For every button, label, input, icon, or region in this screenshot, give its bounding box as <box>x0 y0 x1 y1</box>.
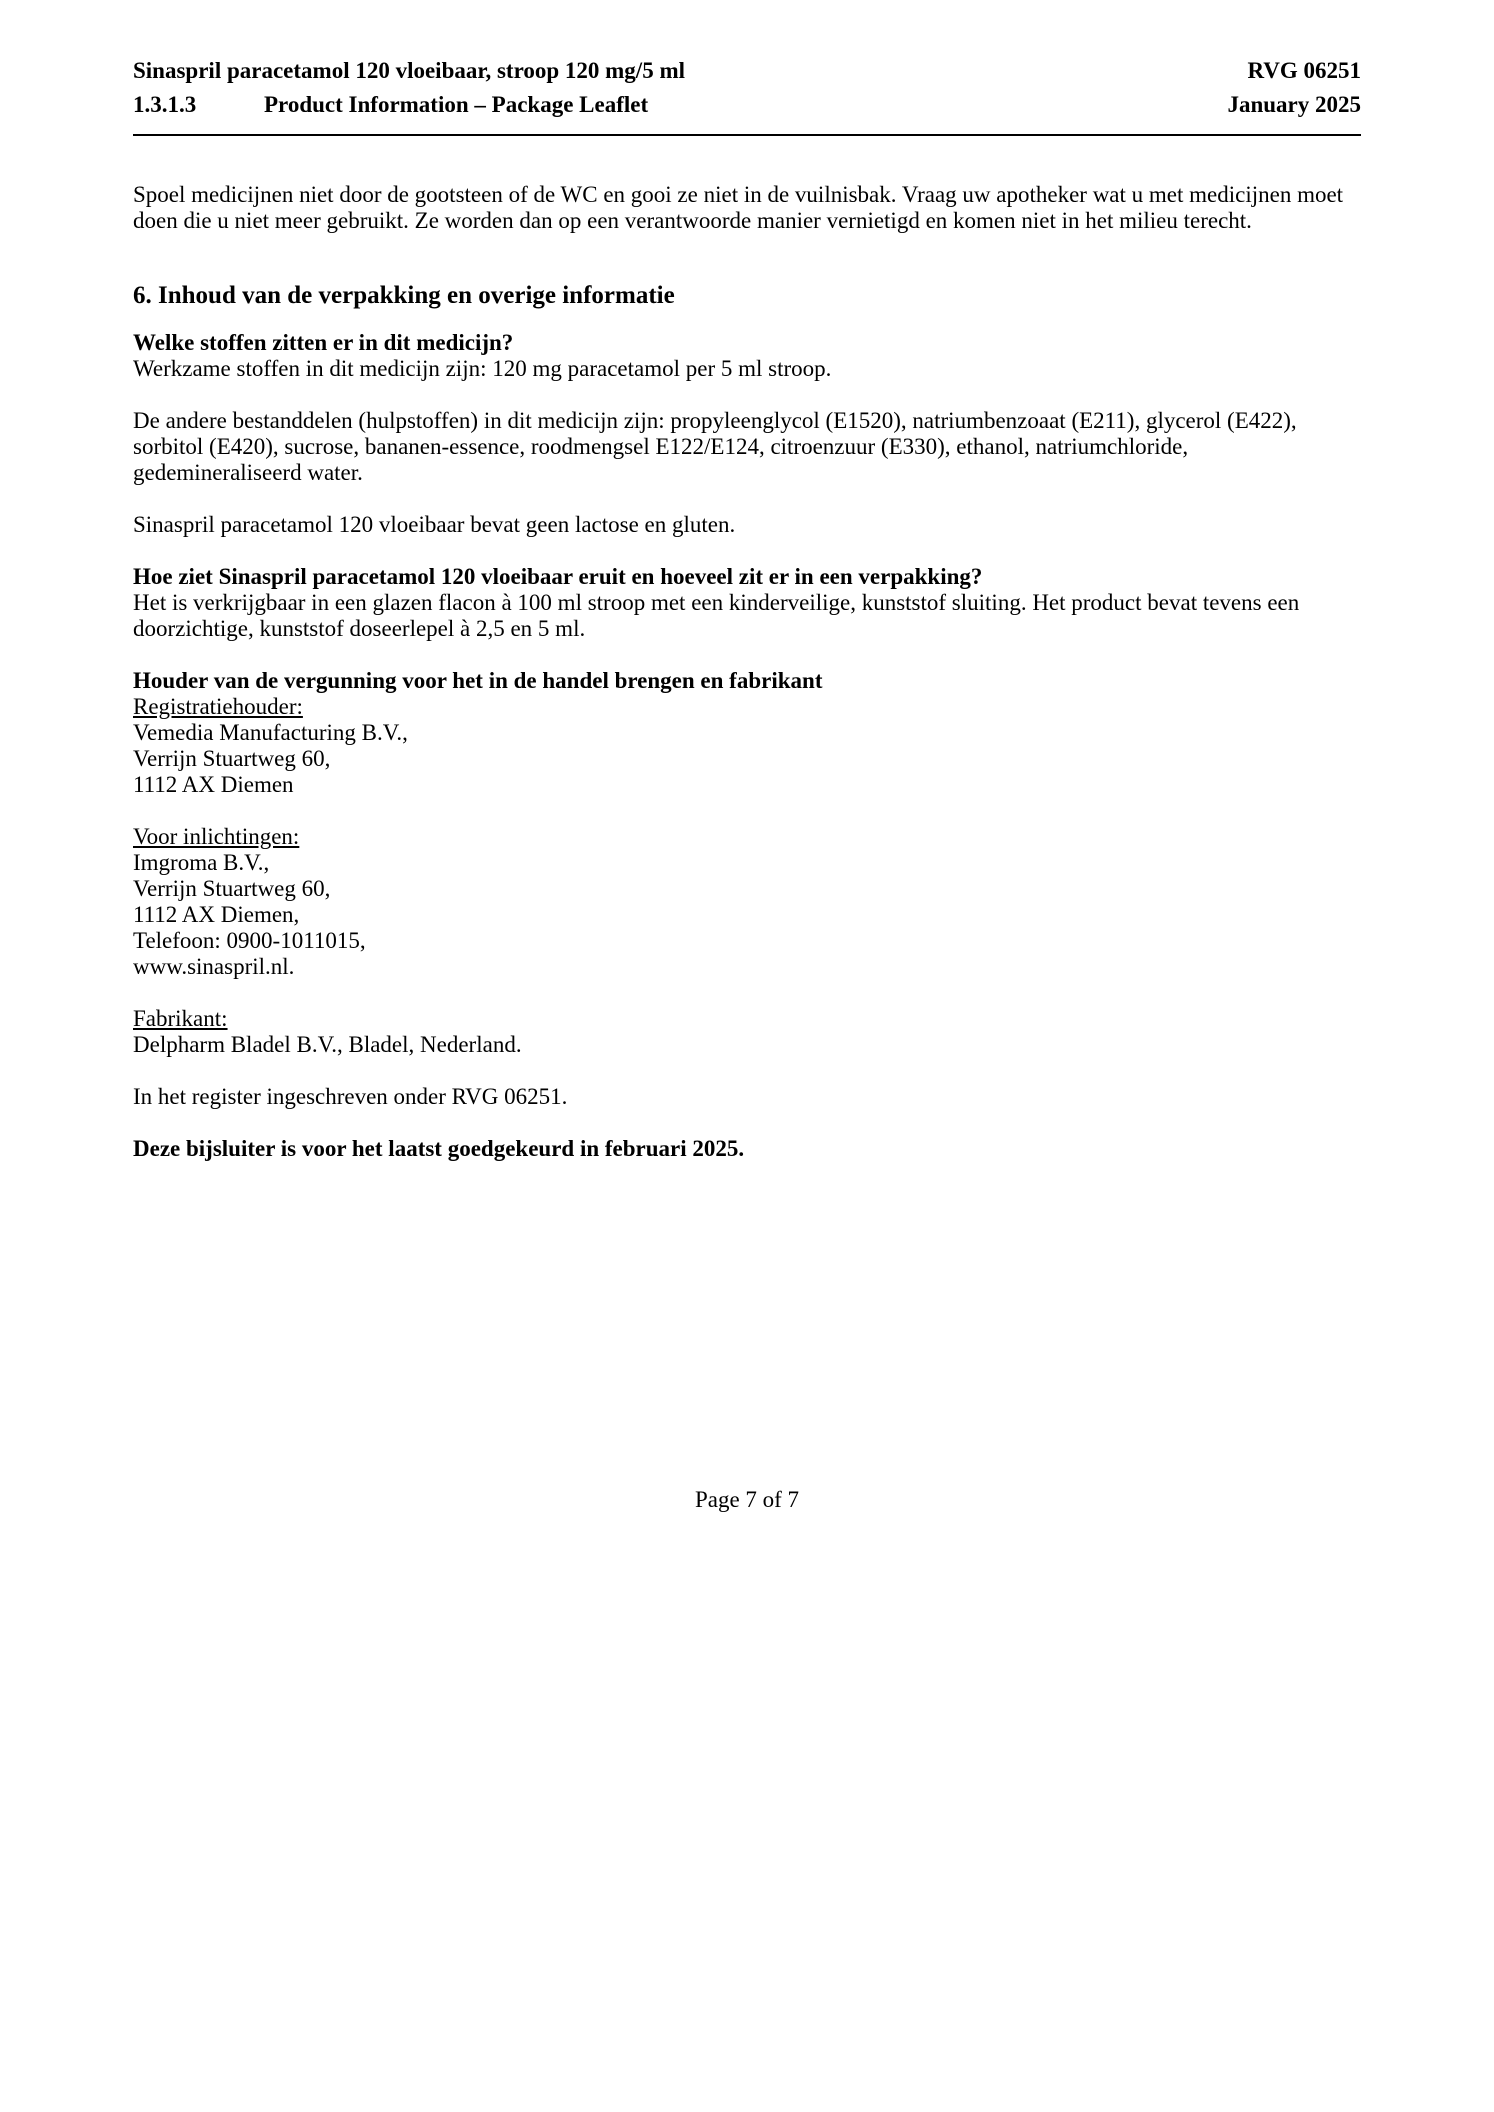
document-type-label: Product Information – Package Leaflet <box>264 92 649 117</box>
registration-holder-label: Registratiehouder: <box>133 694 303 719</box>
lactose-gluten-line: Sinaspril paracetamol 120 vloeibaar bevat geen lactose en gluten. <box>133 512 736 537</box>
information-address-line: Verrijn Stuartweg 60, <box>133 876 331 901</box>
active-substance-line: Werkzame stoffen in dit medicijn zijn: 120 mg paracetamol per 5 ml stroop. <box>133 356 832 381</box>
registration-address-line: 1112 AX Diemen <box>133 772 294 797</box>
page-content <box>133 0 1361 1162</box>
information-website-line: www.sinaspril.nl. <box>133 954 295 979</box>
section-6-heading: 6. Inhoud van de verpakking en overige informatie <box>133 282 675 309</box>
register-number-line: In het register ingeschreven onder RVG 06251. <box>133 1084 568 1109</box>
appearance-heading: Hoe ziet Sinaspril paracetamol 120 vloeibaar eruit en hoeveel zit er in een verpakking? <box>133 564 983 589</box>
approval-date-line: Deze bijsluiter is voor het laatst goedgekeurd in februari 2025. <box>133 1136 745 1161</box>
information-contact-label: Voor inlichtingen: <box>133 824 300 849</box>
page-number: Page 7 of 7 <box>694 1487 800 1512</box>
substances-heading: Welke stoffen zitten er in dit medicijn? <box>133 330 514 355</box>
disposal-paragraph: Spoel medicijnen niet door de gootsteen of de WC en gooi ze niet in de vuilnisbak. Vraag uw apotheker wat u met medicijnen moet doen die u niet meer gebruikt. Ze worden dan op een verantwoorde manier vernietigd en komen niet in het milieu terecht. <box>133 182 1344 233</box>
manufacturer-line: Delpharm Bladel B.V., Bladel, Nederland. <box>133 1032 522 1057</box>
information-phone-line: Telefoon: 0900-1011015, <box>133 928 366 953</box>
information-address-line: Imgroma B.V., <box>133 850 270 875</box>
header-date: January 2025 <box>1227 92 1361 117</box>
appearance-paragraph: Het is verkrijgbaar in een glazen flacon à 100 ml stroop met een kinderveilige, kunststof sluiting. Het product bevat tevens een doorzichtige, kunststof doseerlepel à 2,5 en 5 ml. <box>133 590 1300 641</box>
document-header-row-2 <box>133 92 1361 118</box>
registration-address-line: Verrijn Stuartweg 60, <box>133 746 331 771</box>
header-left-group <box>133 92 648 118</box>
information-address-line: 1112 AX Diemen, <box>133 902 300 927</box>
manufacturer-label: Fabrikant: <box>133 1006 228 1031</box>
rvg-number: RVG 06251 <box>1247 58 1361 83</box>
registration-address-line: Vemedia Manufacturing B.V., <box>133 720 408 745</box>
document-header-row-1 <box>133 58 1361 84</box>
header-divider <box>133 134 1361 136</box>
excipients-paragraph: De andere bestanddelen (hulpstoffen) in dit medicijn zijn: propyleenglycol (E1520), natriumbenzoaat (E211), glycerol (E422), sorbitol (E420), sucrose, bananen-essence, roodmengsel E122/E124, citroenzuur (E330), ethanol, natriumchloride, gedemineraliseerd water. <box>133 408 1297 485</box>
product-title: Sinaspril paracetamol 120 vloeibaar, stroop 120 mg/5 ml <box>133 58 685 83</box>
section-number: 1.3.1.3 <box>133 92 197 117</box>
license-holder-heading: Houder van de vergunning voor het in de handel brengen en fabrikant <box>133 668 823 693</box>
